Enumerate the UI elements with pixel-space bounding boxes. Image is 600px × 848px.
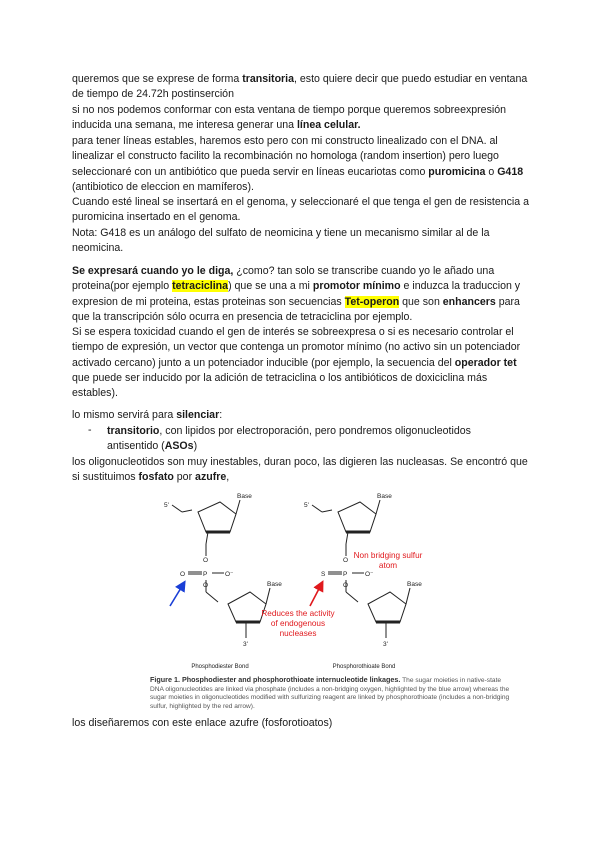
paragraph-inducible	[72, 264, 532, 325]
paragraph-stable-lines	[72, 134, 532, 195]
o-label: O	[343, 582, 349, 589]
annotation-sulfur: Non bridging sulfur	[353, 551, 423, 560]
paragraph-insert-genome: Cuando esté lineal se insertará en el genoma, y seleccionaré el que tenga el gen de resistencia a puromicina insertado en el genoma.	[72, 196, 530, 224]
o-minus-label: O⁻	[225, 571, 234, 578]
bold-term: promotor mínimo	[312, 280, 401, 293]
base-label: Base	[407, 581, 422, 588]
three-prime-left: 3'	[243, 641, 248, 648]
p-label: P	[203, 571, 208, 578]
bold-term: Se expresará cuando yo le diga,	[72, 265, 234, 277]
text: para que la transcripción sólo ocurra en presencia de tetraciclina por ejemplo.	[72, 295, 520, 323]
bullet-item-transient	[107, 424, 487, 455]
base-label: Base	[377, 493, 392, 500]
text: los oligonucleotidos son muy inestables, duran poco, las digieren las nucleasas. Se encontró que si sustituimos	[72, 456, 528, 484]
text: , con lipidos por electroporación, pero pondremos oligonucleotidos antisentido (	[107, 425, 471, 453]
figure-caption	[150, 676, 514, 711]
paragraph-toxicity	[72, 325, 532, 401]
text: Si se espera toxicidad cuando el gen de interés se sobreexpresa o si es necesario controlar el tiempo de expresión, un vector que contenga un promotor mínimo (no activo sin un potenciador activado cercano) junto a un potenciador inducible (por ejemplo, la secuencia del	[72, 326, 521, 369]
o-minus-label: O⁻	[365, 571, 374, 578]
bold-term: línea celular.	[296, 119, 361, 132]
caption-text: The sugar moieties in native-state DNA oligonucleotides are linked via phosphate (includes a non-bridging oxygen, highlighted by the blue arrow) whereas the sugar moieties in oligonucleotides modified with sulfurizing reagent are linked by phosphorothioate (includes a non-bridging sulfur, highlighted by the red arrow).	[150, 677, 510, 710]
o-label: O	[203, 557, 209, 564]
bold-term: ASOs	[164, 440, 194, 453]
phosphorothioate-label: Phosphorothioate Bond	[332, 664, 396, 670]
text: ,	[226, 471, 230, 484]
highlighted-term: tetraciclina	[172, 280, 229, 293]
text: ¿como? tan solo se transcribe cuando yo le añado una proteina(por ejemplo	[72, 265, 495, 293]
bold-term: silenciar	[176, 409, 220, 421]
paragraph-transient	[72, 72, 532, 103]
o-label: O	[203, 582, 209, 589]
text: que puede ser inducido por la adición de tetraciclina o los antibióticos de doxiciclina más estables).	[72, 371, 488, 400]
text: (antibiotico de eleccion en mamíferos).	[72, 180, 254, 193]
bold-term: puromicina	[428, 165, 486, 178]
paragraph-cell-line	[72, 103, 532, 134]
paragraph-note-g418: Nota: G418 es un análogo del sulfato de neomicina y tiene un mecanismo similar al de la neomicina.	[72, 227, 490, 255]
bullet-marker: -	[88, 424, 92, 436]
paragraph-oligos	[72, 455, 532, 486]
text: o	[485, 165, 498, 178]
text: si no nos podemos conformar con esta ventana de tiempo porque queremos sobreexpresión inducida una semana, me interesa generar una	[72, 104, 507, 132]
caption-title: Figure 1. Phosphodiester and phosphorothioate internucleotide linkages.	[150, 675, 401, 684]
bold-term: azufre	[195, 471, 227, 484]
base-label: Base	[267, 581, 282, 588]
o-label: O	[343, 557, 349, 564]
text: para tener líneas estables, haremos esto pero con mi constructo linealizado con el DNA. al linealizar el constructo facilito la recombinación no homologa (random insertion) pero luego seleccionaré con un antibiótico que pueda servir en líneas eucariotas como	[72, 135, 499, 178]
s-label: S	[321, 571, 326, 578]
bold-term: operador tet	[454, 356, 517, 369]
annotation-nuclease: nucleases	[279, 629, 317, 638]
text: que son	[399, 295, 443, 308]
text: :	[219, 409, 223, 421]
bold-term: transitorio	[107, 425, 160, 437]
p-label: P	[343, 571, 348, 578]
text: e induzca la traduccion y expresion de mi proteina, estas proteinas son secuencias	[72, 280, 521, 308]
text: , esto quiere decir que puedo estudiar en ventana de tiempo de 24.72h postinserción	[72, 73, 528, 101]
o-double-label: O	[180, 571, 186, 578]
bond-diagram	[150, 488, 450, 678]
text: por	[173, 471, 196, 484]
bold-term: fosfato	[138, 471, 174, 484]
phosphate-bond-figure	[150, 488, 450, 678]
paragraph-silence	[72, 408, 532, 423]
five-prime-right: 5'	[304, 502, 309, 509]
text: ) que se una a mi	[228, 280, 313, 293]
text: )	[193, 440, 198, 453]
bold-term: enhancers	[442, 295, 496, 308]
text: queremos que se exprese de forma	[72, 73, 243, 85]
annotation-sulfur: atom	[378, 561, 398, 570]
three-prime-right: 3'	[383, 641, 388, 648]
annotation-nuclease: Reduces the activity	[261, 609, 335, 618]
annotation-nuclease: of endogenous	[270, 619, 326, 628]
text: lo mismo servirá para	[72, 409, 177, 421]
phosphodiester-label: Phosphodiester Bond	[191, 664, 249, 670]
five-prime-left: 5'	[164, 502, 169, 509]
paragraph-design: los diseñaremos con este enlace azufre (fosforotioatos)	[72, 717, 333, 729]
bold-term: transitoria	[242, 73, 294, 85]
base-label: Base	[237, 493, 252, 500]
highlighted-term: Tet-operon	[344, 295, 400, 308]
phosphodiester-structure	[170, 500, 270, 638]
bold-term: G418	[497, 165, 524, 178]
